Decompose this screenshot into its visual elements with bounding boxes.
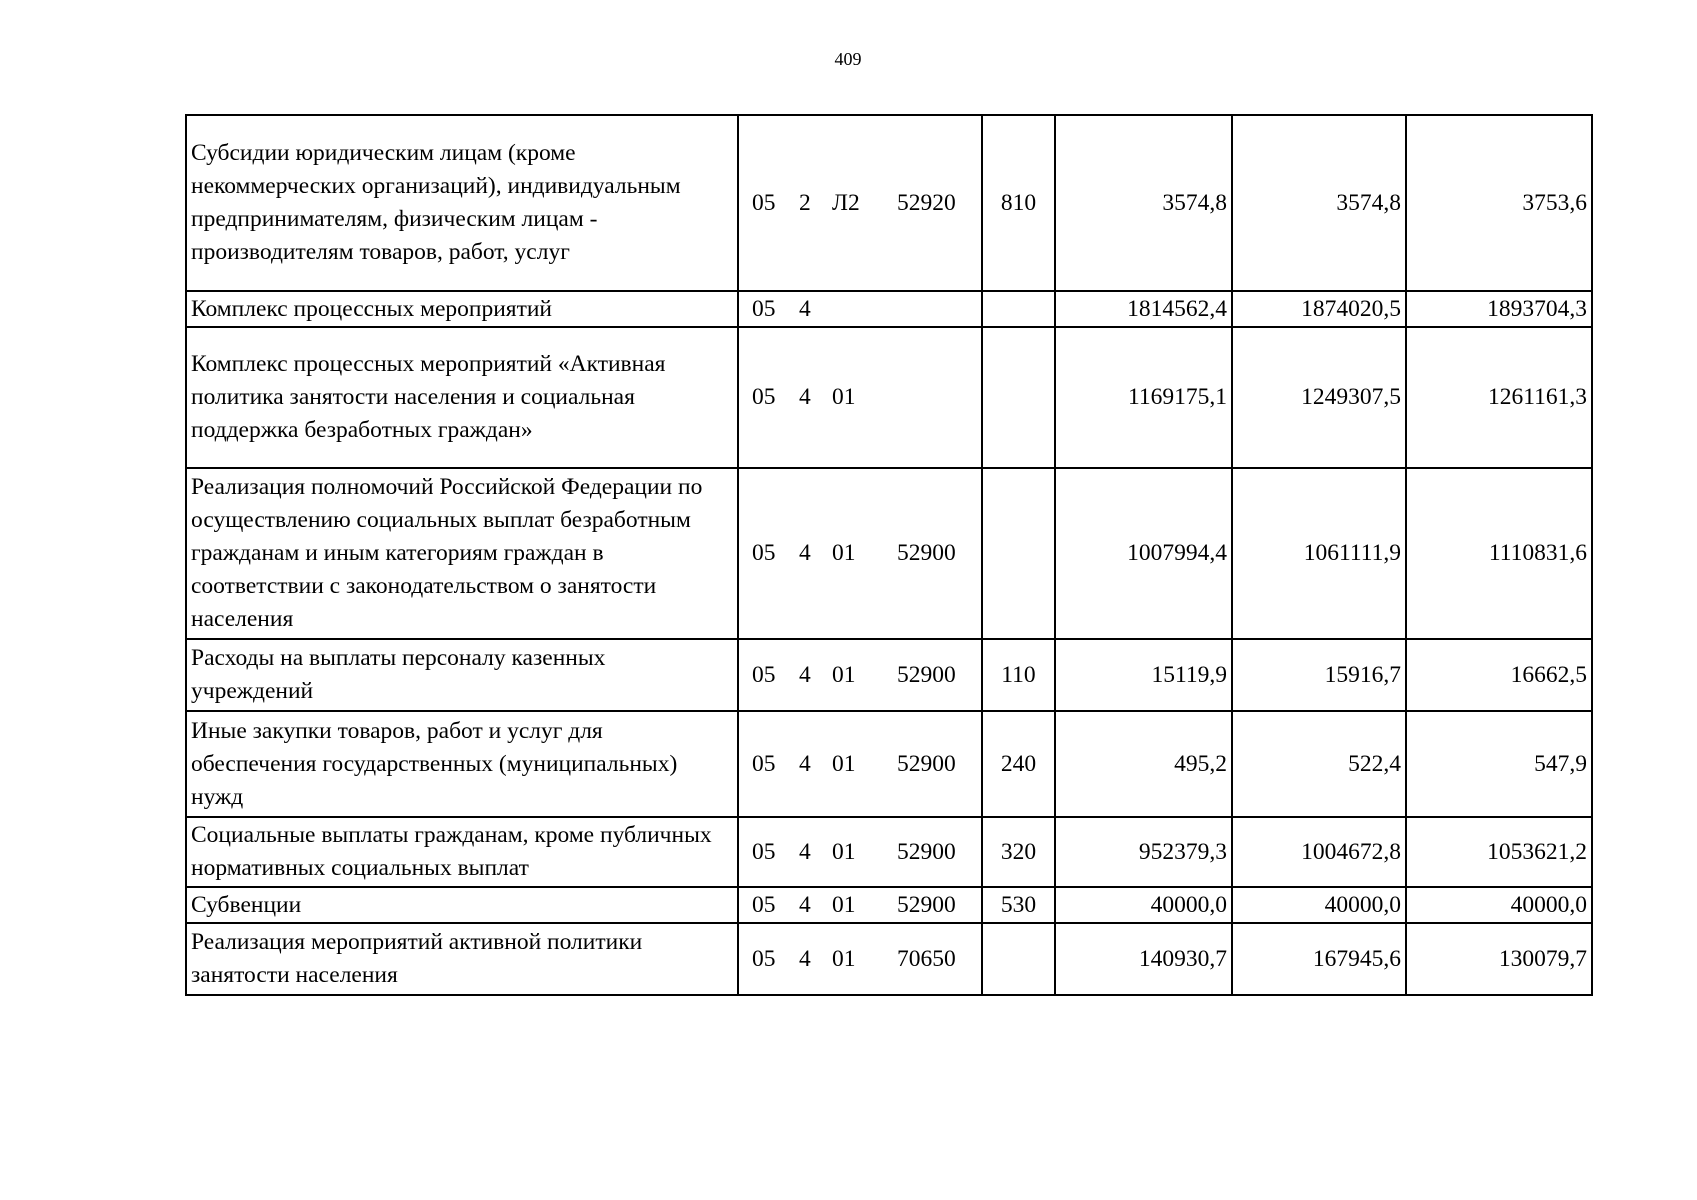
row-code-cell — [738, 923, 982, 995]
group-code: Л2 — [832, 189, 860, 216]
direction-code: 52900 — [897, 540, 956, 566]
amount-year3-cell: 1261161,3 — [1406, 327, 1592, 468]
amount-year3-cell: 1053621,2 — [1406, 817, 1592, 887]
expense-type-cell: 240 — [982, 711, 1055, 817]
row-code-cell — [738, 711, 982, 817]
amount-year3-cell: 547,9 — [1406, 711, 1592, 817]
expense-type-cell — [982, 923, 1055, 995]
amount-year1-cell: 1007994,4 — [1055, 468, 1232, 639]
row-code-cell — [738, 639, 982, 711]
row-name-cell: Комплекс процессных мероприятий «Активная политика занятости населения и социальная поддержка безработных граждан» — [186, 327, 738, 468]
row-name-cell: Субсидии юридическим лицам (кроме некоммерческих организаций), индивидуальным предпринимателям, физическим лицам - производителям товаров, работ, услуг — [186, 115, 738, 291]
row-name-cell: Социальные выплаты гражданам, кроме публичных нормативных социальных выплат — [186, 817, 738, 887]
subprogram-code: 4 — [799, 384, 811, 410]
direction-code: 52900 — [897, 661, 956, 688]
page-number: 409 — [834, 49, 862, 69]
budget-table-body — [186, 115, 1592, 995]
amount-year3-cell: 40000,0 — [1406, 887, 1592, 923]
row-name-cell: Комплекс процессных мероприятий — [186, 291, 738, 327]
program-code: 05 — [752, 750, 776, 777]
row-name-cell: Иные закупки товаров, работ и услуг для обеспечения государственных (муниципальных) нужд — [186, 711, 738, 817]
program-code: 05 — [752, 838, 776, 865]
subprogram-code: 2 — [799, 189, 811, 216]
subprogram-code: 4 — [799, 295, 811, 322]
amount-year1-cell: 15119,9 — [1055, 639, 1232, 711]
amount-year3-cell: 1893704,3 — [1406, 291, 1592, 327]
table-row — [186, 115, 1592, 291]
row-code-cell — [738, 468, 982, 639]
row-code-cell — [738, 327, 982, 468]
amount-year1-cell: 3574,8 — [1055, 115, 1232, 291]
row-code-cell — [738, 291, 982, 327]
subprogram-code: 4 — [799, 891, 811, 918]
amount-year3-cell: 1110831,6 — [1406, 468, 1592, 639]
amount-year2-cell: 15916,7 — [1232, 639, 1406, 711]
expense-type-cell: 810 — [982, 115, 1055, 291]
row-name-cell: Субвенции — [186, 887, 738, 923]
table-row — [186, 887, 1592, 923]
amount-year2-cell: 167945,6 — [1232, 923, 1406, 995]
expense-type-cell: 530 — [982, 887, 1055, 923]
expense-type-cell — [982, 468, 1055, 639]
row-code-cell — [738, 817, 982, 887]
subprogram-code: 4 — [799, 945, 811, 972]
amount-year1-cell: 495,2 — [1055, 711, 1232, 817]
amount-year1-cell: 140930,7 — [1055, 923, 1232, 995]
group-code: 01 — [832, 945, 856, 972]
group-code: 01 — [832, 661, 856, 688]
table-row — [186, 639, 1592, 711]
expense-type-cell — [982, 327, 1055, 468]
direction-code: 70650 — [897, 945, 956, 972]
group-code: 01 — [832, 384, 856, 410]
direction-code: 52920 — [897, 189, 956, 216]
expense-type-cell: 110 — [982, 639, 1055, 711]
subprogram-code: 4 — [799, 661, 811, 688]
program-code: 05 — [752, 295, 776, 322]
table-row — [186, 711, 1592, 817]
subprogram-code: 4 — [799, 838, 811, 865]
row-name-cell: Реализация мероприятий активной политики занятости населения — [186, 923, 738, 995]
amount-year2-cell: 1249307,5 — [1232, 327, 1406, 468]
amount-year3-cell: 130079,7 — [1406, 923, 1592, 995]
amount-year2-cell: 1004672,8 — [1232, 817, 1406, 887]
program-code: 05 — [752, 540, 776, 566]
program-code: 05 — [752, 891, 776, 918]
table-row — [186, 291, 1592, 327]
amount-year2-cell: 1874020,5 — [1232, 291, 1406, 327]
amount-year3-cell: 16662,5 — [1406, 639, 1592, 711]
table-row — [186, 923, 1592, 995]
row-name-cell: Расходы на выплаты персоналу казенных учреждений — [186, 639, 738, 711]
direction-code: 52900 — [897, 838, 956, 865]
table-row — [186, 817, 1592, 887]
amount-year1-cell: 40000,0 — [1055, 887, 1232, 923]
amount-year2-cell: 40000,0 — [1232, 887, 1406, 923]
amount-year2-cell: 522,4 — [1232, 711, 1406, 817]
amount-year2-cell: 1061111,9 — [1232, 468, 1406, 639]
expense-type-cell: 320 — [982, 817, 1055, 887]
subprogram-code: 4 — [799, 750, 811, 777]
group-code: 01 — [832, 750, 856, 777]
group-code: 01 — [832, 838, 856, 865]
program-code: 05 — [752, 189, 776, 216]
group-code: 01 — [832, 891, 856, 918]
amount-year3-cell: 3753,6 — [1406, 115, 1592, 291]
row-code-cell — [738, 887, 982, 923]
amount-year2-cell: 3574,8 — [1232, 115, 1406, 291]
row-name-cell: Реализация полномочий Российской Федерации по осуществлению социальных выплат безработным гражданам и иным категориям граждан в соответствии с законодательством о занятости населения — [186, 468, 738, 639]
program-code: 05 — [752, 661, 776, 688]
table-row — [186, 327, 1592, 468]
row-code-cell — [738, 115, 982, 291]
amount-year1-cell: 1169175,1 — [1055, 327, 1232, 468]
direction-code: 52900 — [897, 891, 956, 918]
group-code: 01 — [832, 540, 856, 566]
program-code: 05 — [752, 384, 776, 410]
expense-type-cell — [982, 291, 1055, 327]
direction-code: 52900 — [897, 750, 956, 777]
amount-year1-cell: 1814562,4 — [1055, 291, 1232, 327]
amount-year1-cell: 952379,3 — [1055, 817, 1232, 887]
subprogram-code: 4 — [799, 540, 811, 566]
table-row — [186, 468, 1592, 639]
program-code: 05 — [752, 945, 776, 972]
budget-table — [185, 114, 1593, 996]
